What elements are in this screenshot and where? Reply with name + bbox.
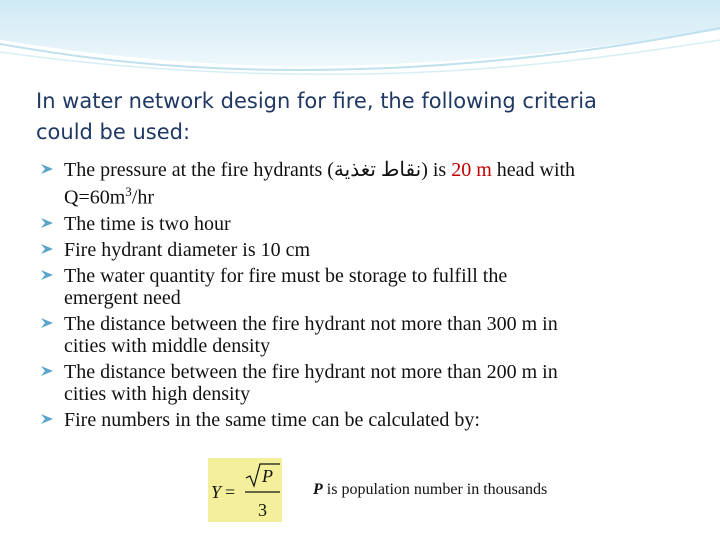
bullet-text: The pressure at the fire hydrants ( [64,159,334,181]
criteria-list [36,159,696,435]
title-line-1: In water network design for fire, the following criteria [36,89,597,113]
bullet-text: Fire numbers in the same time can be calculated by: [64,408,480,431]
bullet-icon [38,160,56,178]
list-item [36,265,696,309]
bullet-icon [38,214,56,232]
bullet-icon [38,240,56,258]
flow-unit: /hr [131,186,154,209]
bullet-text: The time is two hour [64,212,231,235]
bullet-text: cities with high density [64,382,251,405]
bullet-text: The distance between the fire hydrant not more than 300 m in [64,312,558,335]
formula-lhs: Y [211,482,222,502]
bullet-icon [38,314,56,332]
formula-equals: = [225,482,236,502]
flow-exponent: 3 [125,184,132,199]
bullet-icon [38,362,56,380]
formula-denominator: 3 [258,500,267,520]
bullet-text: cities with middle density [64,334,271,357]
pressure-value: 20 m [451,159,492,181]
list-item [36,361,696,405]
list-item [36,213,696,235]
list-item [36,159,696,209]
list-item [36,409,696,431]
bullet-text: The distance between the fire hydrant not more than 200 m in [64,360,558,383]
list-item [36,313,696,357]
formula-numerator: P [262,466,273,486]
population-variable: P [313,481,323,498]
formula-box [208,458,282,522]
flow-label: Q=60m [64,186,126,209]
population-description: is population number in thousands [322,481,548,498]
bullet-icon [38,410,56,428]
slide-title [36,86,686,148]
list-item [36,239,696,261]
population-note [313,481,547,499]
title-line-2: could be used: [36,120,191,144]
bullet-icon [38,266,56,284]
arabic-term: نقاط تغذية [333,159,422,181]
bullet-text: ) is [421,159,452,181]
bullet-text: head with [491,159,576,181]
formula [208,458,282,522]
bullet-text: The water quantity for fire must be storage to fulfill the [64,264,508,287]
bullet-text: emergent need [64,286,181,309]
bullet-text: Fire hydrant diameter is 10 cm [64,238,311,261]
header-decoration [0,0,720,78]
